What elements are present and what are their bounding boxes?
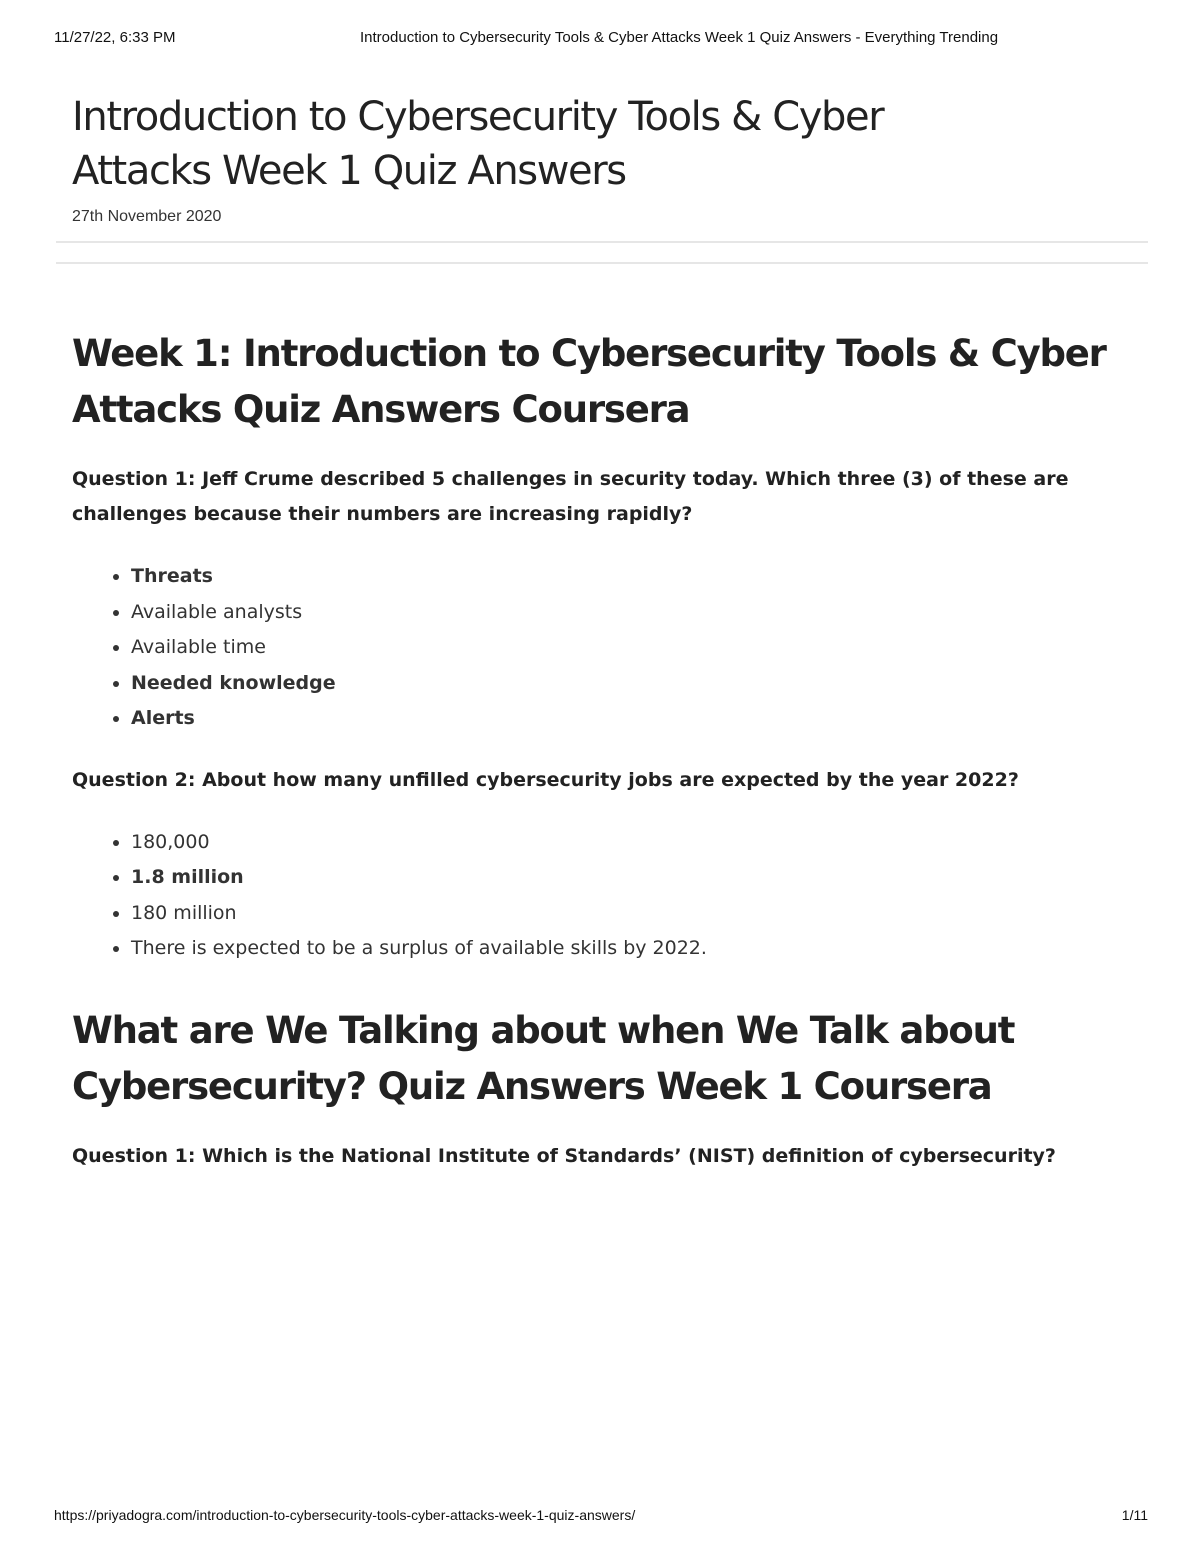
print-url: https://priyadogra.com/introduction-to-cybersecurity-tools-cyber-attacks-week-1-quiz-answers/	[54, 1507, 636, 1523]
answer-option-correct: • Needed knowledge	[131, 666, 1132, 702]
answer-list	[72, 559, 1132, 737]
answer-option-correct: • Alerts	[131, 701, 1132, 737]
answer-option: • 180,000	[131, 825, 1132, 861]
answer-option: • There is expected to be a surplus of available skills by 2022.	[131, 931, 1132, 967]
divider	[56, 241, 1148, 243]
question: Question 1: Which is the National Institute of Standards’ (NIST) definition of cybersecurity?	[72, 1144, 1056, 1167]
print-page-title: Introduction to Cybersecurity Tools & Cyber Attacks Week 1 Quiz Answers - Everything Trending	[360, 29, 999, 46]
print-date: 11/27/22, 6:33 PM	[54, 29, 176, 46]
section-heading: What are We Talking about when We Talk about Cybersecurity? Quiz Answers Week 1 Coursera	[72, 1008, 1015, 1108]
question: Question 2: About how many unfilled cybersecurity jobs are expected by the year 2022?	[72, 768, 1019, 791]
article-title: Introduction to Cybersecurity Tools & Cyber Attacks Week 1 Quiz Answers	[72, 94, 884, 194]
print-footer	[0, 1500, 1200, 1540]
answer-option: • Available time	[131, 630, 1132, 666]
question: Question 1: Jeff Crume described 5 challenges in security today. Which three (3) of these are challenges because their numbers are increasing rapidly?	[72, 468, 1069, 525]
answer-option: • Available analysts	[131, 595, 1132, 631]
answer-list	[72, 825, 1132, 967]
divider	[56, 262, 1148, 264]
section-heading: Week 1: Introduction to Cybersecurity Tools & Cyber Attacks Quiz Answers Coursera	[72, 332, 1106, 431]
answer-option-correct: • Threats	[131, 559, 1132, 595]
article-content	[72, 326, 1132, 1174]
page-number: 1/11	[1121, 1507, 1148, 1523]
article-date: 27th November 2020	[72, 208, 222, 225]
article-header	[72, 90, 1148, 226]
answer-option: • 180 million	[131, 896, 1132, 932]
answer-option-correct: • 1.8 million	[131, 860, 1132, 896]
print-header	[0, 0, 1200, 80]
